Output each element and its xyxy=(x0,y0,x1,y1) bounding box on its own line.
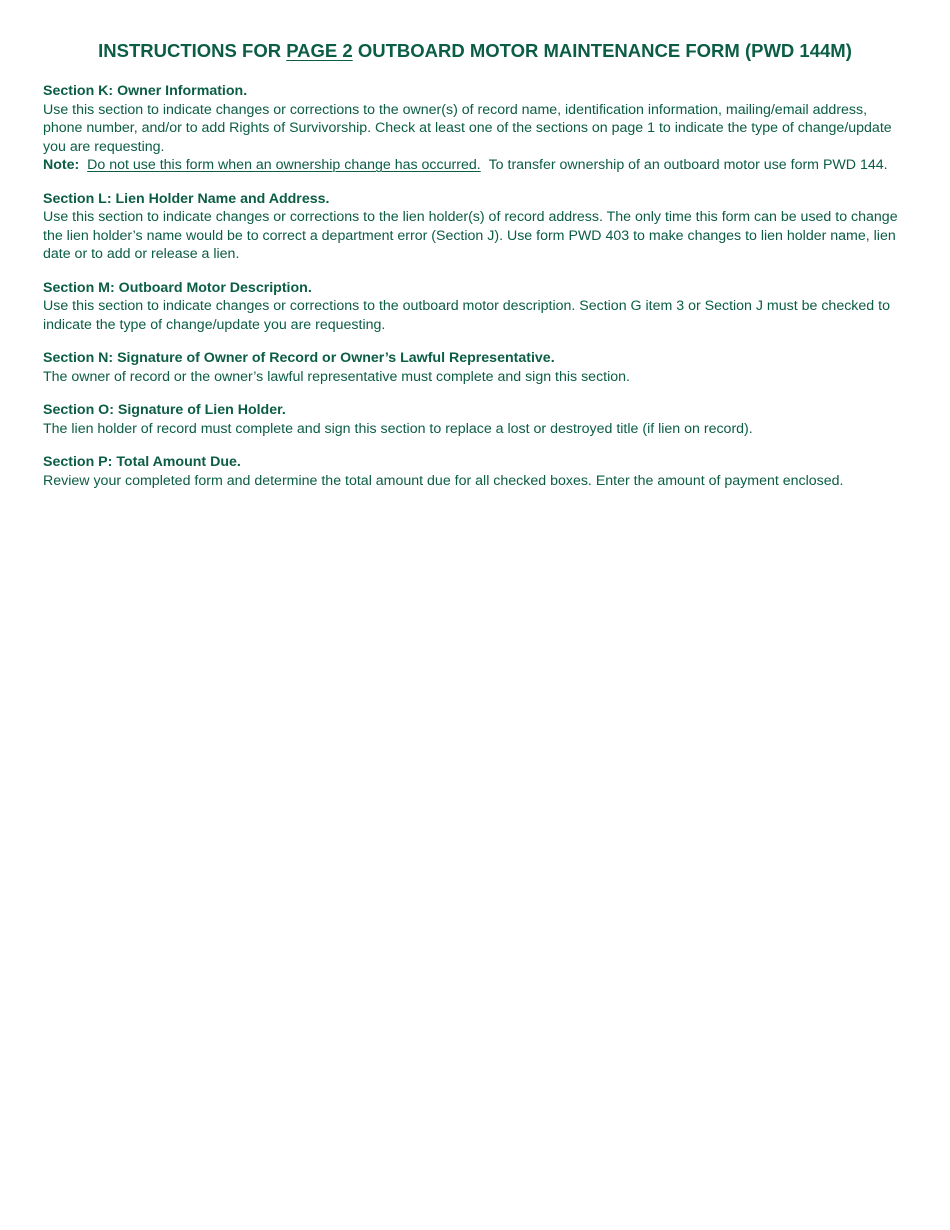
note-warning: Do not use this form when an ownership change has occurred. xyxy=(87,157,481,173)
section-heading: Section L: Lien Holder Name and Address. xyxy=(43,190,330,207)
section-body: The lien holder of record must complete and sign this section to replace a lost or destroyed title (if lien on record). xyxy=(43,420,753,437)
section-o-lien-holder-signature xyxy=(43,401,907,438)
title-underlined-page-ref: PAGE 2 xyxy=(286,40,353,61)
page-title xyxy=(43,38,907,64)
section-n-owner-signature xyxy=(43,349,907,386)
section-body: Review your completed form and determine the total amount due for all checked boxes. Enter the amount of payment enclosed. xyxy=(43,472,844,489)
section-body: Use this section to indicate changes or corrections to the lien holder(s) of record address. The only time this form can be used to change the lien holder’s name would be to correct a department error (Section J). Use form PWD 403 to make changes to lien holder name, lien date or to add or release a lien. xyxy=(43,209,898,262)
section-heading: Section P: Total Amount Due. xyxy=(43,454,241,470)
section-m-motor-description xyxy=(43,279,907,335)
title-prefix: INSTRUCTIONS FOR xyxy=(98,40,287,61)
section-heading: Section K: Owner Information. xyxy=(43,83,248,99)
section-body: Use this section to indicate changes or corrections to the outboard motor description. Section G item 3 or Section J must be checked to indicate the type of change/update you are requesting. xyxy=(43,298,890,333)
section-body: The owner of record or the owner’s lawful representative must complete and sign this section. xyxy=(43,368,630,385)
section-heading: Section M: Outboard Motor Description. xyxy=(43,279,312,296)
section-k-owner-information xyxy=(43,82,907,175)
section-heading: Section N: Signature of Owner of Record or Owner’s Lawful Representative. xyxy=(43,350,555,366)
section-note xyxy=(43,156,907,175)
note-label: Note: xyxy=(43,157,80,173)
section-l-lien-holder xyxy=(43,190,907,264)
title-suffix: OUTBOARD MOTOR MAINTENANCE FORM (PWD 144M) xyxy=(352,40,852,61)
section-heading: Section O: Signature of Lien Holder. xyxy=(43,402,286,418)
section-p-total-amount-due xyxy=(43,453,907,490)
section-body: Use this section to indicate changes or corrections to the owner(s) of record name, identification information, mailing/email address, phone number, and/or to add Rights of Survivorship. Check at least one of the sections on page 1 to indicate the type of change/update you are requesting. xyxy=(43,101,892,155)
instructions-page xyxy=(43,38,907,505)
note-text: To transfer ownership of an outboard motor use form PWD 144. xyxy=(488,157,888,173)
